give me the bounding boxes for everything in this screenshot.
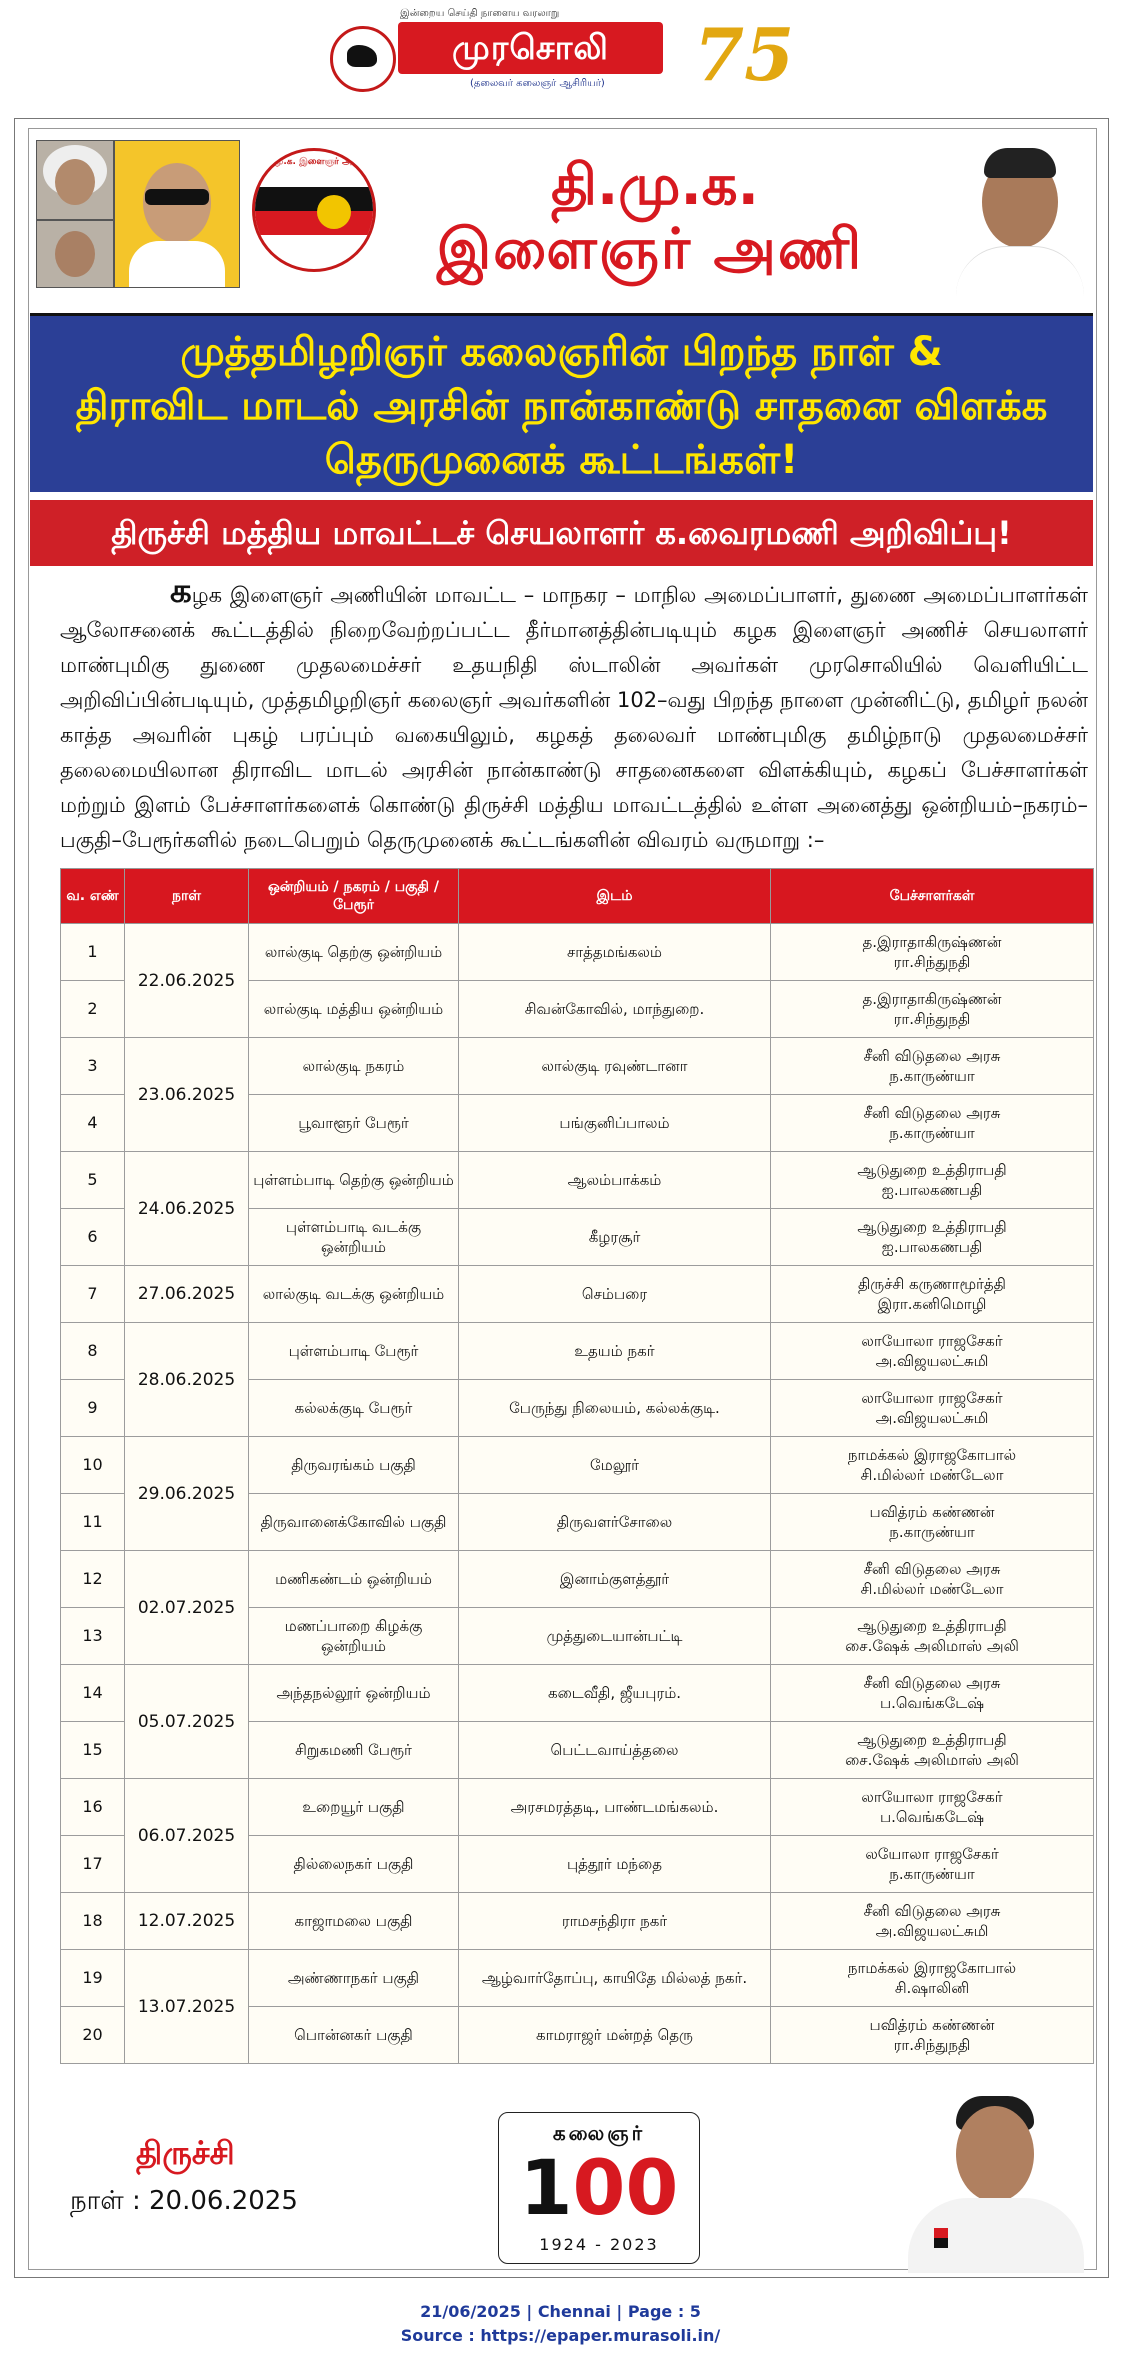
speaker-name: த.இராதாகிருஷ்ணன் (862, 933, 1002, 951)
speaker-name: சீனி விடுதலை அரசு (863, 1902, 1001, 1920)
portrait-photo (114, 140, 240, 288)
speakers-cell (771, 1722, 1094, 1779)
header-date: நாள் (125, 869, 249, 924)
speakers-cell (771, 1437, 1094, 1494)
unit-cell: திருவரங்கம் பகுதி (249, 1437, 459, 1494)
place-cell: பங்குனிப்பாலம் (459, 1095, 771, 1152)
speaker-name: சீனி விடுதலை அரசு (863, 1104, 1001, 1122)
speaker-name: சை.ஷேக் அலிமாஸ் அலி (845, 1637, 1019, 1655)
speaker-name: லயோலா ராஜசேகர் (865, 1845, 999, 1863)
speaker-name: லாயோலா ராஜசேகர் (861, 1788, 1003, 1806)
date-cell: 13.07.2025 (125, 1950, 249, 2064)
unit-cell: புள்ளம்பாடி தெற்கு ஒன்றியம் (249, 1152, 459, 1209)
place-cell: இனாம்குளத்தூர் (459, 1551, 771, 1608)
banner-line-2: திராவிட மாடல் அரசின் நான்காண்டு சாதனை விளக்க (75, 383, 1048, 429)
place-cell: ராமசந்திரா நகர் (459, 1893, 771, 1950)
serial-cell: 10 (61, 1437, 125, 1494)
wing-name: இளைஞர் அணி (436, 217, 864, 282)
serial-cell: 11 (61, 1494, 125, 1551)
unit-cell: பொன்னகர் பகுதி (249, 2007, 459, 2064)
speaker-name: ரா.சிந்துநதி (893, 953, 971, 971)
date-cell: 29.06.2025 (125, 1437, 249, 1551)
speakers-cell (771, 1152, 1094, 1209)
date-cell: 02.07.2025 (125, 1551, 249, 1665)
table-row (61, 1266, 1094, 1323)
serial-cell: 12 (61, 1551, 125, 1608)
table-row (61, 1779, 1094, 1836)
speaker-name: லாயோலா ராஜசேகர் (861, 1332, 1003, 1350)
place-cell: உதயம் நகர் (459, 1323, 771, 1380)
unit-cell: புள்ளம்பாடி வடக்கு ஒன்றியம் (249, 1209, 459, 1266)
place-cell: செம்பரை (459, 1266, 771, 1323)
speaker-name: சை.ஷேக் அலிமாஸ் அலி (845, 1751, 1019, 1769)
speaker-name: நாமக்கல் இராஜகோபால் (847, 1959, 1017, 1977)
speaker-name: ஆடுதுறை உத்திராபதி (857, 1617, 1007, 1635)
date-cell: 05.07.2025 (125, 1665, 249, 1779)
speakers-cell (771, 1893, 1094, 1950)
speaker-name: ப.வெங்கடேஷ் (879, 1694, 985, 1712)
speaker-name: சி.மில்லர் மண்டேலா (860, 1580, 1004, 1598)
serial-cell: 2 (61, 981, 125, 1038)
party-name: தி.மு.க. (551, 153, 759, 218)
intro-paragraph (60, 571, 1088, 858)
place-cell: மேலூர் (459, 1437, 771, 1494)
unit-cell: கல்லக்குடி பேரூர் (249, 1380, 459, 1437)
speakers-cell (771, 1608, 1094, 1665)
table-header-row (61, 869, 1094, 924)
speaker-name: அ.விஜயலட்சுமி (875, 1409, 989, 1427)
speakers-cell (771, 1836, 1094, 1893)
date-cell: 23.06.2025 (125, 1038, 249, 1152)
dropcap: க (170, 571, 192, 611)
speaker-name: ஆடுதுறை உத்திராபதி (857, 1161, 1007, 1179)
speakers-cell (771, 1779, 1094, 1836)
serial-cell: 16 (61, 1779, 125, 1836)
bull-emblem-icon (330, 26, 396, 92)
serial-cell: 5 (61, 1152, 125, 1209)
serial-cell: 3 (61, 1038, 125, 1095)
announcement-bar (30, 500, 1093, 566)
speakers-cell (771, 1665, 1094, 1722)
date-cell: 28.06.2025 (125, 1323, 249, 1437)
place-cell: பேருந்து நிலையம், கல்லக்குடி. (459, 1380, 771, 1437)
header-serial: வ. எண் (61, 869, 125, 924)
place-cell: திருவளர்சோலை (459, 1494, 771, 1551)
serial-cell: 17 (61, 1836, 125, 1893)
speaker-name: அ.விஜயலட்சுமி (875, 1922, 989, 1940)
place-cell: ஆழ்வார்தோப்பு, காயிதே மில்லத் நகர். (459, 1950, 771, 2007)
speaker-name: அ.விஜயலட்சுமி (875, 1352, 989, 1370)
anniversary-logo (676, 12, 795, 97)
table-row (61, 1893, 1094, 1950)
table-row (61, 1551, 1094, 1608)
announcement-text: திருச்சி மத்திய மாவட்டச் செயலாளர் க.வைரமணி அறிவிப்பு! (111, 514, 1012, 552)
masthead-subtitle: (தலைவர் கலைஞர் ஆசிரியர்) (470, 78, 605, 89)
centenary-years: 1924 - 2023 (539, 2235, 659, 2254)
table-row (61, 1437, 1094, 1494)
masthead (330, 8, 795, 97)
speakers-cell (771, 1380, 1094, 1437)
banner-line-1: முத்தமிழறிஞர் கலைஞரின் பிறந்த நாள் & (180, 329, 943, 375)
place-cell: லால்குடி ரவுண்டானா (459, 1038, 771, 1095)
speaker-name: சீனி விடுதலை அரசு (863, 1047, 1001, 1065)
unit-cell: அந்தநல்லூர் ஒன்றியம் (249, 1665, 459, 1722)
unit-cell: புள்ளம்பாடி பேரூர் (249, 1323, 459, 1380)
serial-cell: 14 (61, 1665, 125, 1722)
place-cell: காமராஜர் மன்றத் தெரு (459, 2007, 771, 2064)
anniversary-number: 75 (694, 12, 795, 97)
place-cell: சாத்தமங்கலம் (459, 924, 771, 981)
unit-cell: உறையூர் பகுதி (249, 1779, 459, 1836)
speaker-name: சீனி விடுதலை அரசு (863, 1674, 1001, 1692)
place-cell: அரசமரத்தடி, பாண்டமங்கலம். (459, 1779, 771, 1836)
newspaper-title: முரசொலி (398, 22, 663, 74)
centenary-number: 100 (519, 2143, 679, 2232)
deputy-cm-photo (898, 2078, 1092, 2273)
unit-cell: தில்லைநகர் பகுதி (249, 1836, 459, 1893)
date-cell: 12.07.2025 (125, 1893, 249, 1950)
unit-cell: காஜாமலை பகுதி (249, 1893, 459, 1950)
meetings-table (60, 868, 1094, 2064)
table-row (61, 1323, 1094, 1380)
party-logo (252, 148, 376, 272)
table-row (61, 1665, 1094, 1722)
date-cell: 22.06.2025 (125, 924, 249, 1038)
table-row (61, 1038, 1094, 1095)
notice-date: நாள் : 20.06.2025 (70, 2186, 298, 2216)
header-speakers: பேச்சாளர்கள் (771, 869, 1094, 924)
unit-cell: மணிகண்டம் ஒன்றியம் (249, 1551, 459, 1608)
centenary-title: கலைஞர் (552, 2121, 646, 2145)
speakers-cell (771, 2007, 1094, 2064)
serial-cell: 20 (61, 2007, 125, 2064)
place-cell: கடைவீதி, ஜீயபுரம். (459, 1665, 771, 1722)
speaker-name: பவித்ரம் கண்ணன் (869, 2016, 995, 2034)
speaker-name: ந.காருண்யா (889, 1523, 975, 1541)
speaker-name: நாமக்கல் இராஜகோபால் (847, 1446, 1017, 1464)
speakers-cell (771, 924, 1094, 981)
unit-cell: மணப்பாறை கிழக்கு ஒன்றியம் (249, 1608, 459, 1665)
serial-cell: 7 (61, 1266, 125, 1323)
source-link[interactable]: Source : https://epaper.murasoli.in/ (400, 2326, 721, 2345)
speakers-cell (771, 1209, 1094, 1266)
speaker-name: ரா.சிந்துநதி (893, 2036, 971, 2054)
speaker-name: லாயோலா ராஜசேகர் (861, 1389, 1003, 1407)
table-body (61, 924, 1094, 2064)
unit-cell: அண்ணாநகர் பகுதி (249, 1950, 459, 2007)
place-cell: முத்துடையான்பட்டி (459, 1608, 771, 1665)
speaker-name: ஆடுதுறை உத்திராபதி (857, 1218, 1007, 1236)
speaker-name: த.இராதாகிருஷ்ணன் (862, 990, 1002, 1008)
speaker-name: சீனி விடுதலை அரசு (863, 1560, 1001, 1578)
serial-cell: 6 (61, 1209, 125, 1266)
speaker-name: சி.மில்லர் மண்டேலா (860, 1466, 1004, 1484)
speakers-cell (771, 1551, 1094, 1608)
banner-line-3: தெருமுனைக் கூட்டங்கள்! (324, 437, 799, 483)
serial-cell: 15 (61, 1722, 125, 1779)
intro-text: ழக இளைஞர் அணியின் மாவட்ட – மாநகர – மாநில அமைப்பாளர், துணை அமைப்பாளர்கள் ஆலோசனைக் கூட்டத்தில் நிறைவேற்றப்பட்ட தீர்மானத்தின்படியும் கழக இளைஞர் அணிச் செயலாளர் மாண்புமிகு துணை முதலமைச்சர் உதயநிதி ஸ்டாலின் அவர்கள் முரசொலியில் வெளியிட்ட அறிவிப்பின்படியும், முத்தமிழறிஞர் கலைஞர் அவர்களின் 102–வது பிறந்த நாளை முன்னிட்டு, தமிழர் நலன் காத்த அவரின் புகழ் பரப்பும் வகையிலும், கழகத் தலைவர் மாண்புமிகு தமிழ்நாடு முதலமைச்சர் தலைமையிலான திராவிட மாடல் அரசின் நான்காண்டு சாதனைகளை விளக்கியும், கழகப் பேச்சாளர்கள் மற்றும் இளம் பேச்சாளர்களைக் கொண்டு திருச்சி மத்திய மாவட்டத்தில் உள்ள அனைத்து ஒன்றியம்–நகரம்–பகுதி–பேரூர்களில் நடைபெறும் தெருமுனைக் கூட்டங்களின் விவரம் வருமாறு :– (60, 583, 1088, 852)
date-cell: 27.06.2025 (125, 1266, 249, 1323)
unit-cell: லால்குடி தெற்கு ஒன்றியம் (249, 924, 459, 981)
unit-cell: லால்குடி வடக்கு ஒன்றியம் (249, 1266, 459, 1323)
unit-cell: திருவானைக்கோவில் பகுதி (249, 1494, 459, 1551)
place-cell: சிவன்கோவில், மாந்துறை. (459, 981, 771, 1038)
unit-cell: லால்குடி மத்திய ஒன்றியம் (249, 981, 459, 1038)
serial-cell: 8 (61, 1323, 125, 1380)
serial-cell: 4 (61, 1095, 125, 1152)
unit-cell: பூவாளூர் பேரூர் (249, 1095, 459, 1152)
masthead-tagline: இன்றைய செய்தி நாளைய வரலாறு (400, 8, 560, 19)
speaker-name: ந.காருண்யா (889, 1124, 975, 1142)
speaker-name: ரா.சிந்துநதி (893, 1010, 971, 1028)
speakers-cell (771, 981, 1094, 1038)
speaker-name: ஆடுதுறை உத்திராபதி (857, 1731, 1007, 1749)
date-cell: 24.06.2025 (125, 1152, 249, 1266)
header-unit: ஒன்றியம் / நகரம் / பகுதி / பேரூர் (249, 869, 459, 924)
party-logo-text: தி.மு.க. இளைஞர் அணி (262, 157, 366, 167)
header-place: இடம் (459, 869, 771, 924)
table-row (61, 1152, 1094, 1209)
date-cell: 06.07.2025 (125, 1779, 249, 1893)
speaker-name: ஐ.பாலகணபதி (881, 1238, 983, 1256)
place-cell: ஆலம்பாக்கம் (459, 1152, 771, 1209)
speakers-cell (771, 1038, 1094, 1095)
centenary-logo (498, 2112, 700, 2264)
chief-minister-photo (950, 130, 1090, 300)
speaker-name: திருச்சி கருணாமூர்த்தி (858, 1275, 1006, 1293)
table-row (61, 1950, 1094, 2007)
title-banner (30, 313, 1093, 492)
speaker-name: இரா.கனிமொழி (877, 1295, 987, 1313)
district-name: திருச்சி (136, 2134, 235, 2172)
serial-cell: 9 (61, 1380, 125, 1437)
speaker-name: ஐ.பாலகணபதி (881, 1181, 983, 1199)
speakers-cell (771, 1095, 1094, 1152)
serial-cell: 1 (61, 924, 125, 981)
unit-cell: சிறுகமணி பேரூர் (249, 1722, 459, 1779)
speakers-cell (771, 1950, 1094, 2007)
portrait-photo (36, 220, 114, 288)
serial-cell: 18 (61, 1893, 125, 1950)
speaker-name: ந.காருண்யா (889, 1865, 975, 1883)
speaker-name: ப.வெங்கடேஷ் (879, 1808, 985, 1826)
unit-cell: லால்குடி நகரம் (249, 1038, 459, 1095)
speaker-name: பவித்ரம் கண்ணன் (869, 1503, 995, 1521)
place-cell: புத்தூர் மந்தை (459, 1836, 771, 1893)
speakers-cell (771, 1266, 1094, 1323)
serial-cell: 19 (61, 1950, 125, 2007)
place-cell: கீழரசூர் (459, 1209, 771, 1266)
speaker-name: சி.ஷாலினி (894, 1979, 970, 1997)
speakers-cell (771, 1494, 1094, 1551)
portrait-photo (36, 140, 114, 220)
speaker-name: ந.காருண்யா (889, 1067, 975, 1085)
table-row (61, 924, 1094, 981)
place-cell: பெட்டவாய்த்தலை (459, 1722, 771, 1779)
speakers-cell (771, 1323, 1094, 1380)
serial-cell: 13 (61, 1608, 125, 1665)
edition-info: 21/06/2025 | Chennai | Page : 5 (420, 2302, 701, 2321)
